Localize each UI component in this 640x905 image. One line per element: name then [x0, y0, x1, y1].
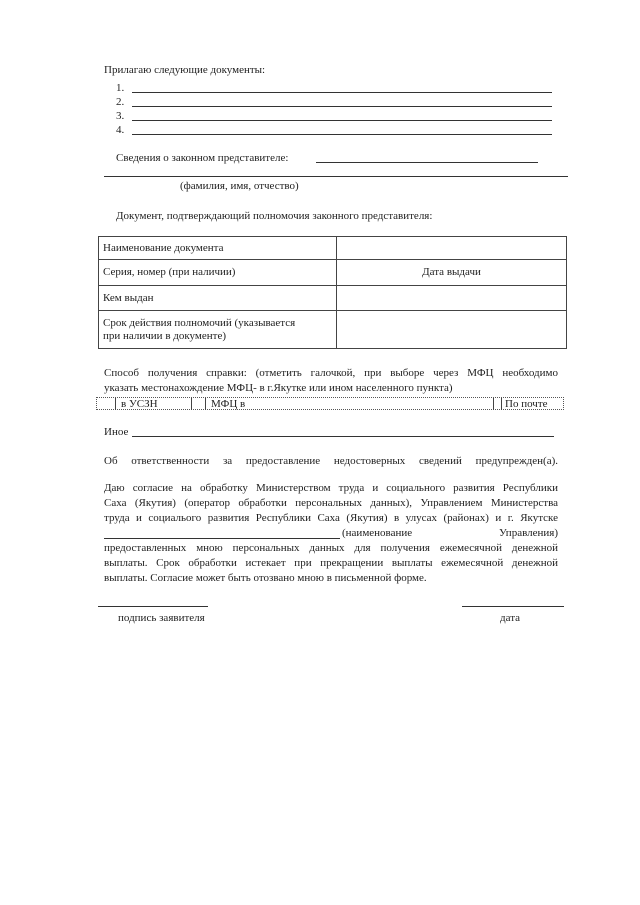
validity-label-line-1: Срок действия полномочий (указывается [103, 316, 296, 329]
table-row [99, 260, 567, 286]
attachments-heading: Прилагаю следующие документы: [104, 64, 266, 76]
consent-paragraph [104, 481, 558, 586]
validity-label-line-2: при наличии в документе) [103, 329, 226, 342]
attachment-line-3[interactable] [132, 120, 552, 121]
doc-name-value[interactable] [337, 237, 567, 260]
department-name-caption: (наименование [342, 527, 413, 539]
consent-line-3: труда и социалього развития Республики Саха (Якутия) в улусах (районах) и г. Якутске [104, 512, 558, 524]
consent-line-4 [104, 526, 558, 541]
legal-rep-label: Сведения о законном представителе: [116, 152, 289, 164]
series-number-label: Серия, номер (при наличии) [99, 260, 337, 286]
signature-line[interactable] [98, 606, 208, 607]
uszn-divider [191, 398, 192, 410]
issue-date-label: Дата выдачи [337, 260, 567, 286]
legal-rep-line-full[interactable] [104, 176, 568, 177]
authority-doc-table [98, 236, 567, 349]
attachment-item-number: 2. [116, 96, 125, 108]
doc-name-label: Наименование документа [99, 237, 337, 260]
option-post-label[interactable]: По почте [505, 398, 548, 410]
attachment-line-4[interactable] [132, 134, 552, 135]
uszn-checkbox-divider [115, 398, 116, 410]
option-mfc-label[interactable]: МФЦ в [211, 398, 246, 410]
issued-by-label: Кем выдан [99, 286, 337, 311]
other-label: Иное [104, 426, 129, 438]
attachment-item-number: 3. [116, 110, 125, 122]
table-row [99, 286, 567, 311]
authority-doc-heading: Документ, подтверждающий полномочия законного представителя: [116, 210, 433, 222]
option-uszn-label[interactable]: в УСЗН [121, 398, 158, 410]
delivery-options-strip [96, 397, 564, 410]
table-row [99, 311, 567, 349]
post-checkbox-divider [501, 398, 502, 410]
consent-line-2: Саха (Якутия) (оператор обработки персональных данных), Управлением Министерства [104, 497, 558, 509]
attachment-item-number: 4. [116, 124, 125, 136]
consent-line-7: выплаты. Согласие может быть отозвано мною в письменной форме. [104, 572, 427, 584]
validity-label [99, 311, 337, 349]
validity-value[interactable] [337, 311, 567, 349]
mfc-divider [493, 398, 494, 410]
attachment-line-2[interactable] [132, 106, 552, 107]
attachment-line-1[interactable] [132, 92, 552, 93]
date-line[interactable] [462, 606, 564, 607]
signature-label: подпись заявителя [118, 612, 205, 624]
mfc-checkbox-divider [205, 398, 206, 410]
consent-line-1: Даю согласие на обработку Министерством труда и социального развития Республики [104, 482, 558, 494]
table-row [99, 237, 567, 260]
delivery-line-1: Способ получения справки: (отметить галочкой, при выборе через МФЦ необходимо [104, 367, 558, 379]
legal-rep-caption: (фамилия, имя, отчество) [180, 180, 299, 192]
other-line[interactable] [132, 436, 554, 437]
delivery-instructions [104, 366, 558, 396]
attachment-item-number: 1. [116, 82, 125, 94]
department-name-line[interactable] [104, 538, 340, 539]
date-label: дата [500, 612, 521, 624]
issued-by-value[interactable] [337, 286, 567, 311]
consent-line-6: выплаты. Срок обработки истекает при прекращении выплаты ежемесячной денежной [104, 557, 558, 569]
responsibility-statement: Об ответственности за предоставление недостоверных сведений предупрежден(а). [104, 455, 558, 467]
legal-rep-line[interactable] [316, 162, 538, 163]
delivery-line-2: указать местонахождение МФЦ- в г.Якутке или ином населенного пункта) [104, 382, 453, 394]
consent-line-5: предоставленных мною персональных данных для получения ежемесячной денежной [104, 542, 558, 554]
department-name-caption-end: Управления) [498, 527, 558, 539]
